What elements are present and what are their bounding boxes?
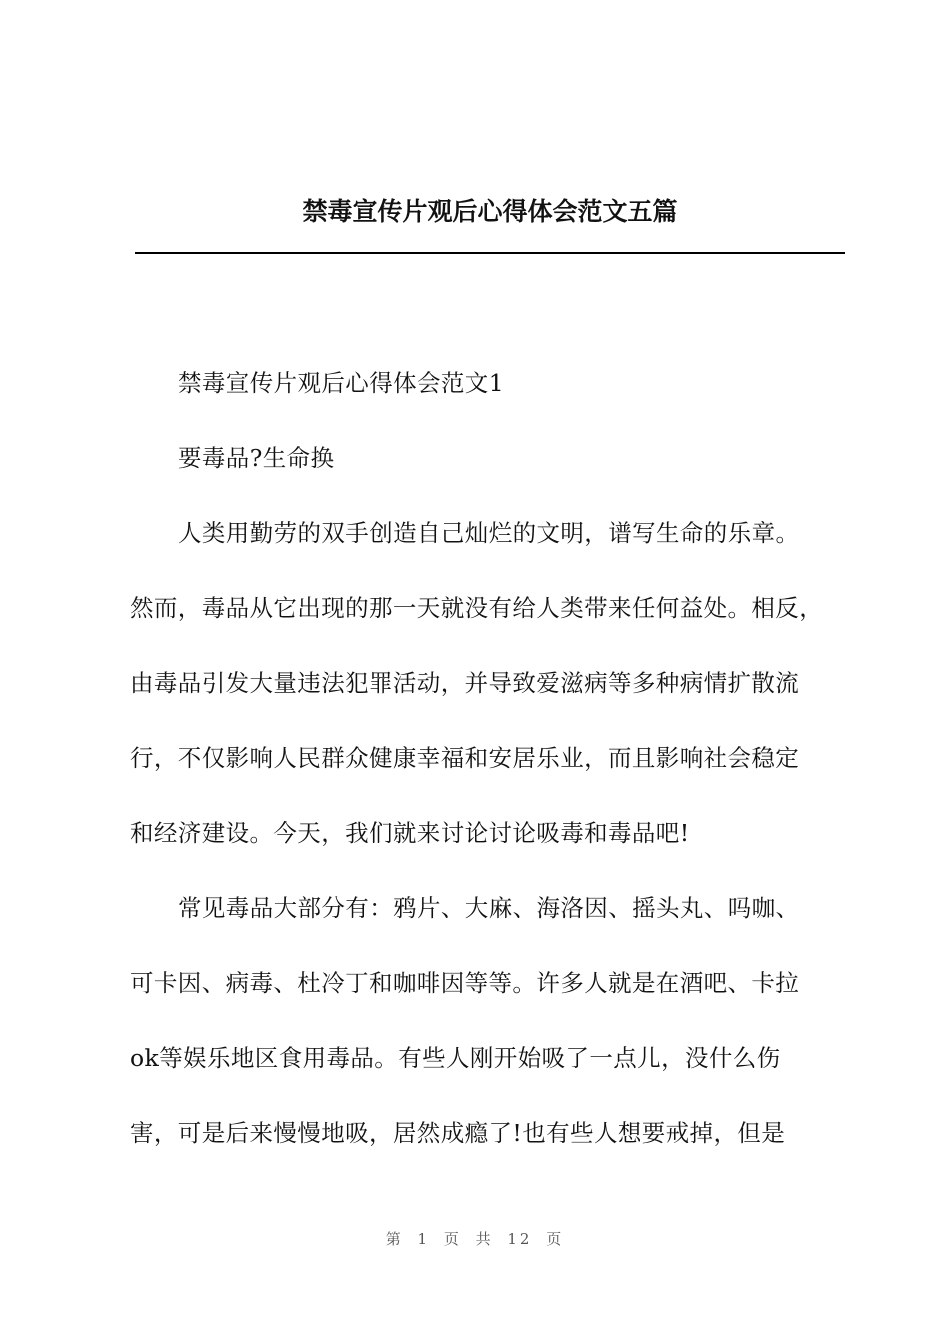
paragraph-2-line: 常见毒品大部分有：鸦片、大麻、海洛因、摇头丸、吗咖、	[178, 894, 800, 922]
document-body	[130, 346, 860, 1171]
page-number-footer: 第 1 页 共 12 页	[385, 1230, 565, 1248]
paragraph-1-line: 由毒品引发大量违法犯罪活动，并导致爱滋病等多种病情扩散流	[130, 669, 800, 697]
paragraph-1-line: 然而，毒品从它出现的那一天就没有给人类带来任何益处。相反，	[130, 594, 824, 622]
paragraph-1	[130, 496, 860, 871]
section-heading: 禁毒宣传片观后心得体会范文1	[178, 369, 505, 397]
title-underline	[135, 252, 845, 254]
paragraph-2-line: 可卡因、病毒、杜冷丁和咖啡因等等。许多人就是在酒吧、卡拉	[130, 969, 800, 997]
section-subtitle: 要毒品?生命换	[178, 444, 335, 472]
paragraph-1-line: 行，不仅影响人民群众健康幸福和安居乐业，而且影响社会稳定	[130, 744, 800, 772]
paragraph-1-line: 人类用勤劳的双手创造自己灿烂的文明，谱写生命的乐章。	[178, 519, 800, 547]
paragraph-2	[130, 871, 860, 1171]
document-title: 禁毒宣传片观后心得体会范文五篇	[302, 197, 678, 226]
paragraph-1-line: 和经济建设。今天，我们就来讨论讨论吸毒和毒品吧!	[130, 819, 690, 847]
paragraph-2-line: ok等娱乐地区食用毒品。有些人刚开始吸了一点儿，没什么伤	[130, 1044, 781, 1072]
paragraph-2-line: 害，可是后来慢慢地吸，居然成瘾了!也有些人想要戒掉，但是	[130, 1119, 786, 1147]
